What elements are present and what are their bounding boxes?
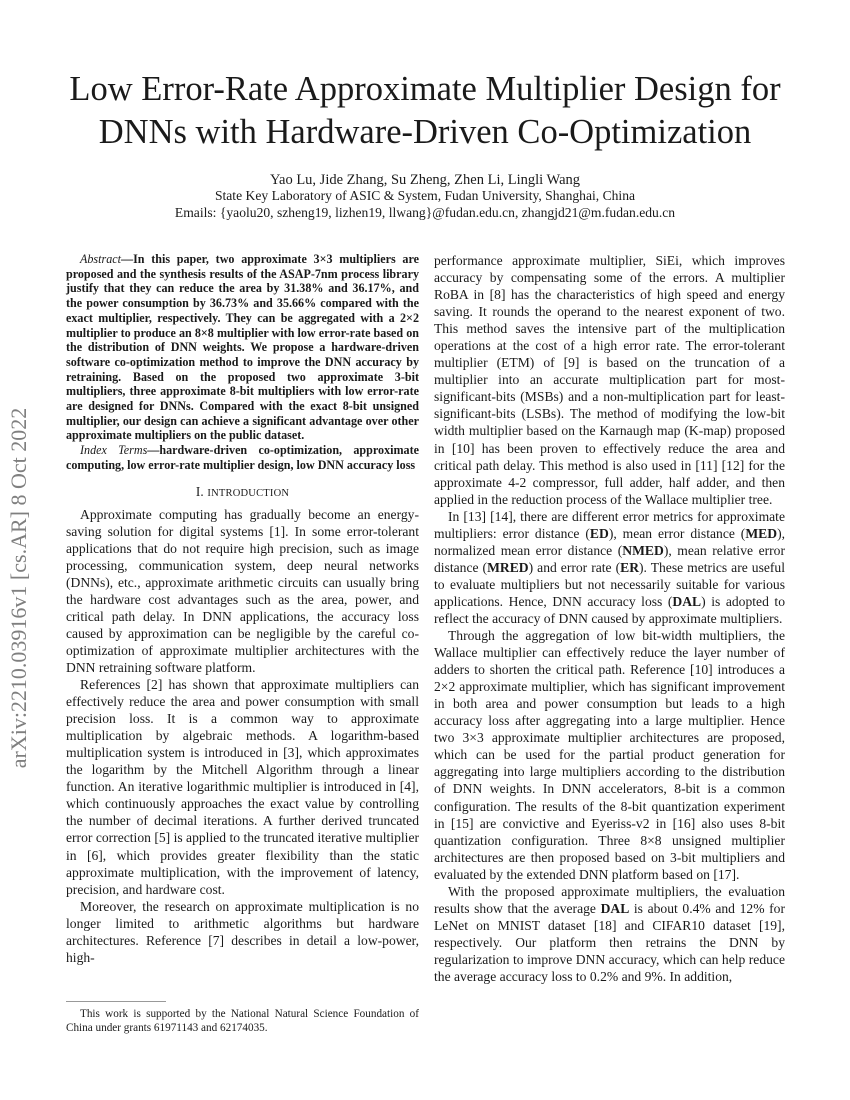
arxiv-stamp [6,380,50,780]
metric-er: ER [620,559,640,575]
index-terms-label: Index Terms [80,443,148,458]
arxiv-stamp-text: arXiv:2210.03916v1 [cs.AR] 8 Oct 2022 [6,407,31,769]
p2-text-b: ), mean error distance ( [608,525,746,541]
p2-text-f: ). These metrics are useful to evaluate multipliers but not necessarily suitable for various applications. Hence, DNN accuracy loss ( [434,559,786,609]
metric-nmed: NMED [622,542,664,558]
section-number: I. [195,483,204,499]
p2-text-c: ), normalized mean error distance ( [434,525,785,558]
p4-text-a: With the proposed approximate multipliers, the evaluation results show that the average [434,883,785,916]
intro-paragraph-1: Approximate computing has gradually become an energy-saving solution for digital systems [1]. In some error-tolerant applications that do not require high precision, such as image processing, communication system, deep neural networks (DNNs), etc., approximate arithmetic circuits can usually bring the hardware cost advantages such as the area, power, and critical path delay. In DNN applications, the accuracy loss caused by approximation can be negligible by the careful co-optimization of approximate multiplier architectures with the DNN retraining software platform. [66,506,419,676]
metric-mred: MRED [487,559,529,575]
title-line-2: DNNs with Hardware-Driven Co-Optimization [98,113,752,151]
footnote [66,1008,419,1035]
p2-text-a: In [13] [14], there are different error metrics for approximate multipliers: error distance ( [434,508,785,541]
right-paragraph-4 [434,883,785,985]
p4-text-b: is about 0.4% and 12% for LeNet on MNIST dataset [18] and CIFAR10 dataset [19], respectively. Our platform then retrains the DNN by regularization to improve DNN accuracy, which can help reduce the average accuracy loss to 0.2% and 9%. In addition, [434,900,785,984]
right-column [434,252,785,985]
index-terms-text: —hardware-driven co-optimization, approximate computing, low error-rate multiplier design, low DNN accuracy loss [66,443,419,472]
section-heading [66,483,419,502]
metric-med: MED [745,525,778,541]
email-list: Emails: {yaolu20, szheng19, lizhen19, llwang}@fudan.edu.cn, zhangjd21@m.fudan.edu.cn [174,205,676,220]
right-paragraph-3: Through the aggregation of low bit-width multipliers, the Wallace multiplier can effectively reduce the layer number of adders to shorten the critical path. Reference [10] introduces a 2×2 approximate multiplier, which has significant improvement in both area and power consumption but leads to a high accuracy loss after aggregating into a large multiplier. Hence two 3×3 approximate multiplier architectures are proposed, which can be used for the partial product generation for aggregating into large multipliers according to the distribution of DNN weights. In DNN accelerators, 8-bit is a common configuration. The results of the 8-bit quantization experiment in [15] are convictive and Eyeriss-v2 in [16] also uses 8-bit quantization configuration. Three 8×8 unsigned multiplier architectures are then proposed based on 3-bit multipliers and evaluated by the extended DNN platform based on [17]. [434,628,785,882]
title-line-1: Low Error-Rate Approximate Multiplier Design for [69,70,781,108]
abstract-label: Abstract [80,252,121,266]
metric-dal: DAL [672,593,702,609]
right-paragraph-2 [434,508,785,627]
p2-text-e: ) and error rate ( [528,559,621,575]
right-paragraph-1: performance approximate multiplier, SiEi, which improves accuracy by compensating some of the errors. A multiplier RoBA in [8] has the characteristics of high speed and energy saving. It rounds the operand to the nearest exponent of two. This method saves the intensive part of the multiplication operations at the cost of a high error rate. The error-tolerant multiplier (ETM) of [9] is based on the truncation of a multiplier into an accurate multiplication part for most-significant-bits (MSBs) and a non-multiplication part for least-significant-bits (LSBs). The method of modifying the low-bit width multiplier based on the Karnaugh map (K-map) proposed in [10] has been proven to effectively reduce the area and critical path delay. This method is also used in [11] [12] for the approximate 4-2 compressor, full adder, half adder, and then applied in the reduction process of the Wallace multiplier tree. [434,253,785,507]
abstract-text: —In this paper, two approximate 3×3 multipliers are proposed and the synthesis results of the ASAP-7nm process library justify that they can reduce the area by 31.38% and 36.17%, and the power consumption by 36.73% and 35.66% compared with the exact multiplier, respectively. They can be aggregated with a 2×2 multiplier to produce an 8×8 multiplier with low error-rate based on the distribution of DNN weights. We propose a hardware-driven software co-optimization method to improve the DNN accuracy by retraining. Based on the proposed two approximate 3-bit multipliers, three approximate 8-bit multipliers with low error-rate are designed for DNNs. Compared with the exact 8-bit unsigned multiplier, our design can achieve a significant advantage over other approximate multipliers on the public dataset. [66,252,419,443]
footnote-text: This work is supported by the National Natural Science Foundation of China under grants 61971143 and 62174035. [66,1008,419,1034]
author-list: Yao Lu, Jide Zhang, Su Zheng, Zhen Li, Lingli Wang [269,172,580,188]
p2-text-d: ), mean relative error distance ( [434,542,785,575]
metric-dal-2: DAL [600,900,630,916]
p2-text-g: ) is adopted to reflect the accuracy of DNN caused by approximate multipliers. [434,593,785,626]
intro-paragraph-3: Moreover, the research on approximate multiplication is no longer limited to arithmetic algorithms but hardware architectures. Reference [7] describes in detail a low-power, high- [66,898,419,965]
abstract [66,252,419,443]
intro-paragraph-2: References [2] has shown that approximate multipliers can effectively reduce the area and power consumption with small precision loss. It is a common way to approximate multiplication by algebraic methods. A logarithm-based multiplication system is introduced in [3], which approximates the logarithm by the Mitchell Algorithm through a linear function. An iterative logarithmic multiplier is introduced in [4], which continuously approaches the exact value by controlling the number of decimal iterations. A further derived truncated error correction [5] is applied to the truncated iterative multiplier in [6], which provides greater flexibility than the static approximate multiplication, with the improvement of latency, precision, and hardware cost. [66,677,419,897]
paper-title [40,68,810,154]
metric-ed: ED [589,525,609,541]
index-terms [66,443,419,472]
footnote-rule [66,1001,166,1002]
affiliation: State Key Laboratory of ASIC & System, Fudan University, Shanghai, China [214,188,636,203]
left-column [66,252,419,966]
section-title: INTRODUCTION [207,487,290,499]
